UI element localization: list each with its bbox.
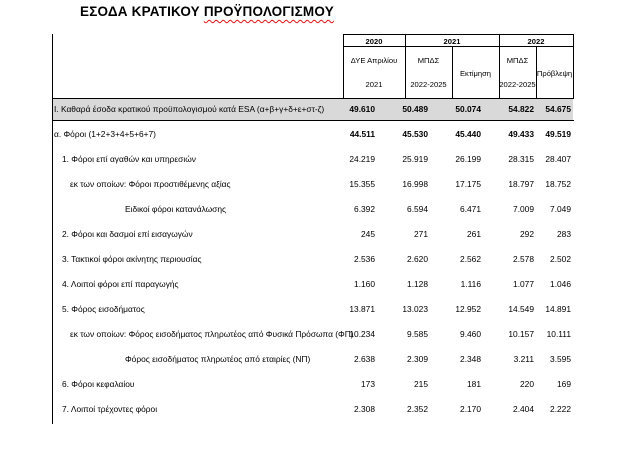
cell-value: 49.433: [508, 129, 534, 139]
cell-value: 2.536: [354, 254, 375, 264]
cell-value: 1.046: [550, 279, 571, 289]
cell-value: 2.404: [513, 404, 534, 414]
row-label-income-tax: 5. Φόρος εισοδήματος: [62, 304, 145, 314]
cell-value: 3.595: [550, 354, 571, 364]
cell-value: 2.222: [550, 404, 571, 414]
page-title: [80, 4, 334, 19]
cell-value: 18.797: [508, 179, 534, 189]
year-2021: 2021: [443, 37, 461, 46]
header-bottom-border: [52, 98, 574, 99]
cell-value: 50.489: [402, 104, 428, 114]
cell-value: 2.308: [354, 404, 375, 414]
col-mpds-2022-label: ΜΠΔΣ: [506, 56, 529, 65]
cell-value: 7.009: [513, 204, 534, 214]
cell-value: 1.128: [407, 279, 428, 289]
cell-value: 283: [557, 229, 571, 239]
cell-value: 54.675: [545, 104, 571, 114]
row-label-import-duties: 2. Φόροι και δασμοί επί εισαγωγών: [62, 229, 193, 239]
col-estimate-label: Εκτίμηση: [459, 69, 492, 78]
cell-value: 10.234: [349, 329, 375, 339]
cell-value: 173: [361, 379, 375, 389]
cell-value: 14.891: [545, 304, 571, 314]
cell-value: 261: [467, 229, 481, 239]
cell-value: 1.116: [460, 279, 481, 289]
cell-value: 49.519: [545, 129, 571, 139]
col-mpds-2021-label: ΜΠΔΣ: [417, 56, 440, 65]
cell-value: 2.348: [460, 354, 481, 364]
col-forecast-label: Πρόβλεψη: [536, 69, 573, 78]
year-2022: 2022: [527, 37, 545, 46]
cell-value: 24.219: [349, 154, 375, 164]
cell-value: 292: [520, 229, 534, 239]
row-label-other-current-taxes: 7. Λοιποί τρέχοντες φόροι: [62, 404, 158, 414]
cell-value: 12.952: [455, 304, 481, 314]
col-mpds-2021-period: 2022-2025: [410, 80, 447, 89]
cell-value: 13.871: [349, 304, 375, 314]
cell-value: 54.822: [508, 104, 534, 114]
cell-value: 10.111: [546, 329, 571, 339]
row-label-property-tax: 3. Τακτικοί φόροι ακίνητης περιουσίας: [62, 254, 202, 264]
cell-value: 181: [467, 379, 481, 389]
col-mpds-2022-period: 2022-2025: [499, 80, 536, 89]
cell-value: 50.074: [455, 104, 481, 114]
year-2020: 2020: [365, 37, 383, 46]
cell-value: 2.352: [407, 404, 428, 414]
cell-value: 45.530: [402, 129, 428, 139]
title-plain: ΕΣΟΔΑ ΚΡΑΤΙΚΟΥ: [80, 4, 204, 19]
cell-value: 13.023: [402, 304, 428, 314]
cell-value: 1.160: [354, 279, 375, 289]
row-label-corporate-income-tax: Φόρος εισοδήματος πληρωτέος από εταιρίες (ΝΠ): [125, 354, 311, 364]
cell-value: 3.211: [513, 354, 534, 364]
cell-value: 28.315: [508, 154, 534, 164]
cell-value: 17.175: [455, 179, 481, 189]
col-dye-april-label: ΔΥΕ Απριλίου: [350, 56, 398, 65]
row-label-personal-income-tax: εκ των οποίων: Φόρος εισοδήματος πληρωτέος από Φυσικά Πρόσωπα (ΦΠ): [70, 329, 354, 339]
cell-value: 2.170: [460, 404, 481, 414]
cell-value: 245: [361, 229, 375, 239]
cell-value: 16.998: [402, 179, 428, 189]
cell-value: 271: [414, 229, 428, 239]
row-label-excise: Ειδικοί φόροι κατανάλωσης: [125, 204, 227, 214]
header-right-border: [573, 34, 574, 98]
cell-value: 26.199: [455, 154, 481, 164]
cell-value: 2.578: [513, 254, 534, 264]
cell-value: 2.620: [407, 254, 428, 264]
row-label-capital-taxes: 6. Φόροι κεφαλαίου: [62, 379, 135, 389]
cell-value: 2.638: [354, 354, 375, 364]
cell-value: 45.440: [455, 129, 481, 139]
row-label-goods-services: 1. Φόροι επί αγαθών και υπηρεσιών: [62, 154, 196, 164]
cell-value: 6.471: [460, 204, 481, 214]
cell-value: 28.407: [545, 154, 571, 164]
cell-value: 49.610: [349, 104, 375, 114]
cell-value: 1.077: [513, 279, 534, 289]
cell-value: 6.594: [407, 204, 428, 214]
cell-value: 25.919: [402, 154, 428, 164]
cell-value: 44.511: [349, 129, 375, 139]
cell-value: 2.309: [407, 354, 428, 364]
row-label-taxes: α. Φόροι (1+2+3+4+5+6+7): [54, 129, 156, 139]
col-dye-april-year: 2021: [365, 80, 383, 89]
table-left-border: [52, 34, 53, 424]
cell-value: 14.549: [508, 304, 534, 314]
cell-value: 9.460: [460, 329, 481, 339]
cell-value: 9.585: [407, 329, 428, 339]
cell-value: 2.562: [460, 254, 481, 264]
cell-value: 220: [520, 379, 534, 389]
row-label-other-production-taxes: 4. Λοιποί φόροι επί παραγωγής: [62, 279, 179, 289]
header-top-border: [343, 34, 574, 35]
total-row-bottom-border: [52, 120, 574, 121]
cell-value: 15.355: [349, 179, 375, 189]
cell-value: 215: [414, 379, 428, 389]
cell-value: 6.392: [354, 204, 375, 214]
row-label-net-revenue: Ι. Καθαρά έσοδα κρατικού προϋπολογισμού κατά ESA (α+β+γ+δ+ε+στ-ζ): [54, 104, 325, 114]
cell-value: 7.049: [550, 204, 571, 214]
cell-value: 18.752: [545, 179, 571, 189]
cell-value: 169: [557, 379, 571, 389]
cell-value: 2.502: [550, 254, 571, 264]
row-label-vat: εκ των οποίων: Φόροι προστιθέμενης αξίας: [70, 179, 231, 189]
cell-value: 10.157: [508, 329, 534, 339]
title-underlined-word: ΠΡΟΫΠΟΛΟΓΙΣΜΟΥ: [203, 4, 334, 19]
